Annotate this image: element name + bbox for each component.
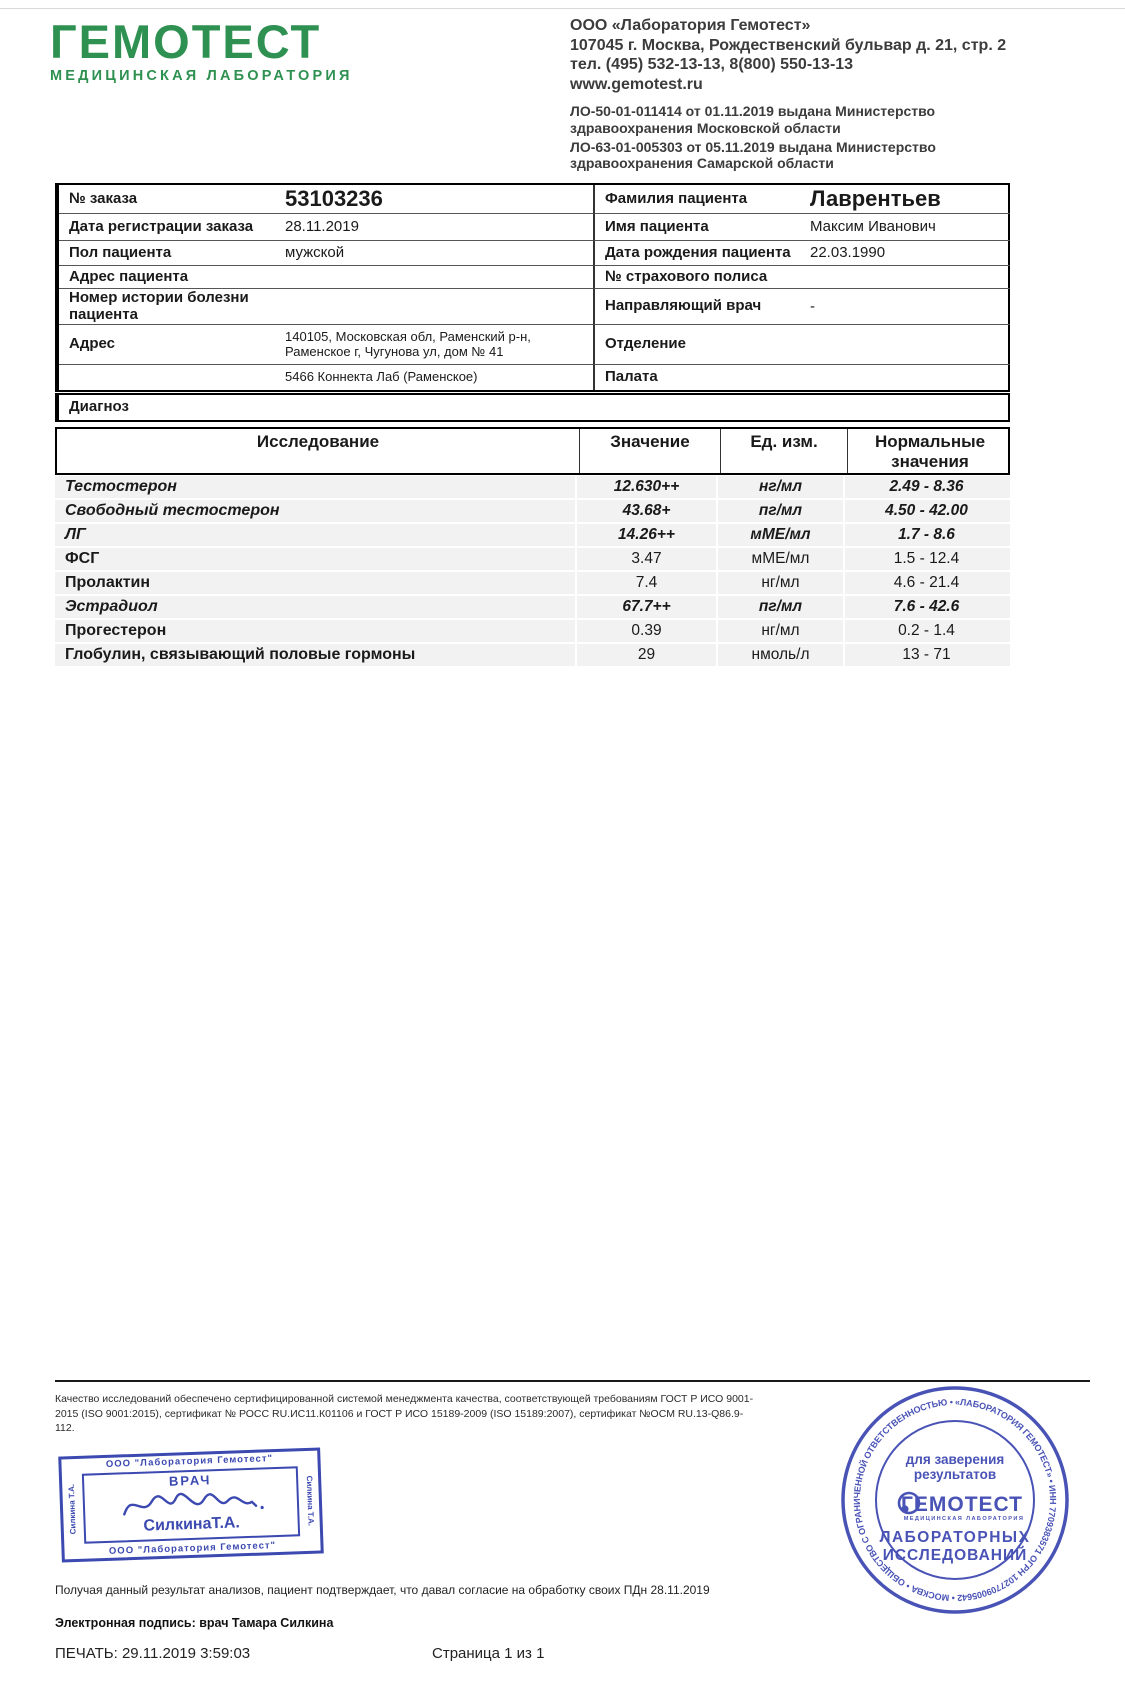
result-unit: нг/мл: [716, 620, 843, 642]
result-name: ФСГ: [65, 550, 100, 567]
patient-address-value: [281, 266, 593, 289]
result-row: [55, 644, 1010, 666]
sex-value: мужской: [281, 241, 593, 266]
referring-doctor-label: Направляющий врач: [593, 289, 806, 325]
result-normal-range: 4.6 - 21.4: [843, 572, 1008, 594]
result-normal-range: 0.2 - 1.4: [843, 620, 1008, 642]
first-name-label: Имя пациента: [593, 214, 806, 241]
result-name: Свободный тестостерон: [65, 502, 280, 519]
doctor-stamp-border-bottom: ООО "Лаборатория Гемотест": [108, 1540, 277, 1557]
reg-date-label: Дата регистрации заказа: [59, 214, 281, 241]
result-unit: нг/мл: [716, 572, 843, 594]
address-label: Адрес: [59, 325, 281, 365]
result-name: Эстрадиол: [65, 598, 158, 615]
result-unit: мМЕ/мл: [716, 548, 843, 570]
history-number-label: Номер истории болезни пациента: [59, 289, 281, 325]
round-stamp-brand-sub: МЕДИЦИНСКАЯ ЛАБОРАТОРИЯ: [903, 1516, 1025, 1522]
round-stamp-line2: результатов: [913, 1467, 997, 1482]
referring-doctor-value: -: [806, 289, 1010, 325]
result-row: [55, 620, 1010, 642]
page-number: Страница 1 из 1: [432, 1645, 545, 1662]
results-rows: [55, 476, 1010, 666]
gemotest-logo: [50, 15, 353, 84]
doctor-stamp-name: СилкинаТ.А.: [143, 1514, 241, 1535]
result-row: [55, 524, 1010, 546]
department-label: Отделение: [593, 325, 806, 365]
company-phone: тел. (495) 532-13-13, 8(800) 550-13-13: [570, 56, 854, 74]
patient-info-table: [55, 183, 1010, 392]
round-stamp-line3: ЛАБОРАТОРНЫХ: [879, 1529, 1031, 1546]
doctor-stamp-side-left: Силкина Т.А.: [66, 1483, 78, 1535]
license-2: ЛО-63-01-005303 от 05.11.2019 выдана Министерство здравоохранения Самарской области: [570, 138, 936, 172]
lab-office-label: [59, 365, 281, 390]
history-number-value: [281, 289, 593, 325]
result-name: Тестостерон: [65, 478, 177, 495]
result-row: [55, 572, 1010, 594]
logo-subtitle: МЕДИЦИНСКАЯ ЛАБОРАТОРИЯ: [50, 68, 353, 84]
first-name-value: Максим Иванович: [806, 214, 1010, 241]
result-unit: пг/мл: [716, 500, 843, 522]
doctor-stamp-inner: [82, 1466, 300, 1543]
order-number-value: 53103236: [281, 185, 593, 214]
round-stamp-line1: для заверения: [905, 1452, 1005, 1467]
results-header: [55, 427, 1010, 475]
company-address: 107045 г. Москва, Рождественский бульвар д. 21, стр. 2: [570, 36, 1007, 54]
diagnosis-box: [55, 393, 1010, 422]
result-row: [55, 476, 1010, 498]
ward-label: Палата: [593, 365, 806, 390]
result-value: 29: [575, 644, 716, 666]
consent-text: Получая данный результат анализов, пациент подтверждает, что давал согласие на обработку своих ПДн 28.11.2019: [55, 1583, 710, 1597]
diagnosis-label: Диагноз: [69, 398, 129, 416]
lab-round-stamp: [835, 1380, 1075, 1620]
col-unit: Ед. изм.: [720, 429, 847, 473]
result-normal-range: 13 - 71: [843, 644, 1008, 666]
result-value: 14.26++: [575, 524, 716, 546]
patient-address-label: Адрес пациента: [59, 266, 281, 289]
result-normal-range: 4.50 - 42.00: [843, 500, 1008, 522]
result-row: [55, 500, 1010, 522]
policy-label: № страхового полиса: [593, 266, 806, 289]
col-study: Исследование: [256, 432, 380, 451]
birth-date-value: 22.03.1990: [806, 241, 1010, 266]
company-info: [570, 16, 1110, 172]
result-value: 3.47: [575, 548, 716, 570]
doctor-stamp-side-right: Силкина Т.А.: [304, 1475, 316, 1527]
order-number-label: № заказа: [59, 185, 281, 214]
lab-office-value: 5466 Коннекта Лаб (Раменское): [285, 369, 478, 385]
sex-label: Пол пациента: [59, 241, 281, 266]
result-value: 67.7++: [575, 596, 716, 618]
esign-text: Электронная подпись: врач Тамара Силкина: [55, 1616, 334, 1630]
license-1: ЛО-50-01-011414 от 01.11.2019 выдана Министерство здравоохранения Московской области: [570, 103, 936, 136]
result-unit: нг/мл: [716, 476, 843, 498]
col-normal-range: Нормальные значения: [847, 429, 1012, 473]
result-unit: мМЕ/мл: [716, 524, 843, 546]
print-timestamp: ПЕЧАТЬ: 29.11.2019 3:59:03: [55, 1645, 251, 1662]
result-value: 0.39: [575, 620, 716, 642]
result-name: ЛГ: [65, 526, 86, 543]
certification-text: Качество исследований обеспечено сертифицированной системой менеджмента качества, соответствующей требованиям ГОСТ Р ИСО 9001-2015 (ISO 9001:2015), сертификат № РОСС RU.ИС11.К01106 и ГОСТ Р ИСО 15189-2009 (ISO 15189:2007), сертификат №ОСМ RU.13-Q86.9-112.: [55, 1393, 754, 1435]
address-value: 140105, Московская обл, Раменский р-н, Раменское г, Чугунова ул, дом № 41: [281, 325, 593, 365]
birth-date-label: Дата рождения пациента: [593, 241, 806, 266]
round-stamp-brand: ГЕМОТЕСТ: [900, 1493, 1024, 1516]
result-normal-range: 2.49 - 8.36: [843, 476, 1008, 498]
result-normal-range: 1.7 - 8.6: [843, 524, 1008, 546]
result-unit: нмоль/л: [716, 644, 843, 666]
surname-label: Фамилия пациента: [593, 185, 806, 214]
result-value: 43.68+: [575, 500, 716, 522]
result-row: [55, 596, 1010, 618]
company-website[interactable]: www.gemotest.ru: [570, 75, 703, 93]
result-value: 7.4: [575, 572, 716, 594]
result-name: Прогестерон: [65, 622, 167, 639]
result-normal-range: 7.6 - 42.6: [843, 596, 1008, 618]
round-stamp-ring-text: «ЛАБОРАТОРИЯ ГЕМОТЕСТ» • ИНН 7709383571 ОГРН 1027709005642 • МОСКВА • ОБЩЕСТВО С ОГРАНИЧЕННОЙ ОТВЕТСТВЕННОСТЬЮ •: [851, 1396, 1058, 1604]
doctor-stamp-title: ВРАЧ: [168, 1472, 212, 1489]
result-unit: пг/мл: [716, 596, 843, 618]
doctor-stamp: [58, 1447, 324, 1562]
doctor-stamp-border-top: ООО "Лаборатория Гемотест": [105, 1453, 274, 1470]
department-value: [806, 325, 1010, 365]
result-name: Пролактин: [65, 574, 151, 591]
surname-value: Лаврентьев: [806, 185, 1010, 214]
result-normal-range: 1.5 - 12.4: [843, 548, 1008, 570]
result-name: Глобулин, связывающий половые гормоны: [65, 646, 416, 663]
result-value: 12.630++: [575, 476, 716, 498]
reg-date-value: 28.11.2019: [281, 214, 593, 241]
col-value: Значение: [579, 429, 720, 473]
ward-value: [806, 365, 1010, 390]
results-table: [55, 427, 1010, 668]
policy-value: [806, 266, 1010, 289]
round-stamp-line4: ИССЛЕДОВАНИЙ: [882, 1547, 1028, 1564]
result-row: [55, 548, 1010, 570]
logo-title: ГЕМОТЕСТ: [50, 15, 322, 68]
company-name: ООО «Лаборатория Гемотест»: [570, 17, 811, 34]
top-divider: [0, 8, 1125, 9]
